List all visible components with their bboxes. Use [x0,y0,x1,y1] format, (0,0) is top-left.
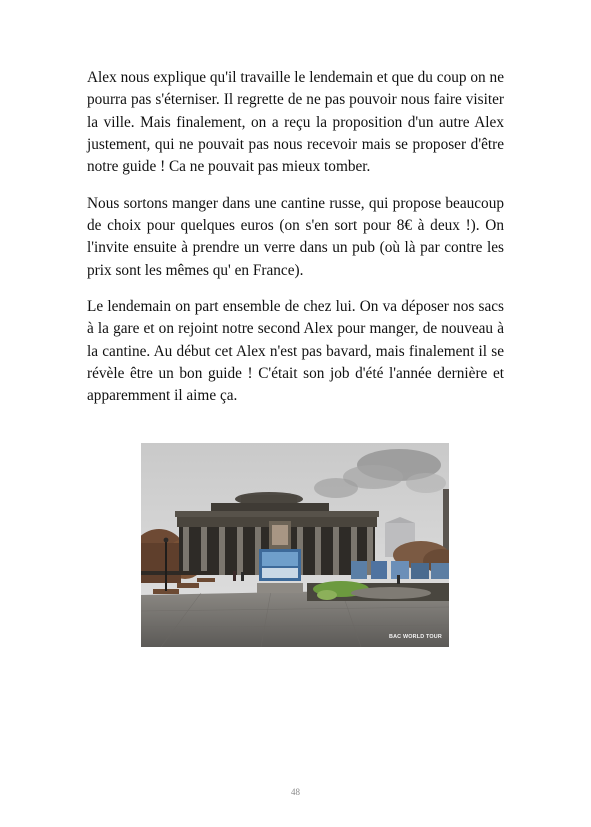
paragraph-2: Nous sortons manger dans une cantine russe, qui propose beaucoup de choix pour quelques euros (on s'en sort pour 8€ à deux !). On l'invite ensuite à prendre un verre dans un pub (où là par contre les prix sont les mêmes qu' en France). [87,194,504,279]
photo-illustration [141,443,449,647]
paragraph-1: Alex nous explique qu'il travaille le lendemain et que du coup on ne pourra pas s'éterniser. Il regrette de ne pas pouvoir nous faire visiter la ville. Mais finalement, on a reçu la proposition d'un autre Alex justement, qui ne pouvait pas nous recevoir mais se proposer d'être notre guide ! Ca ne pouvait pas mieux tomber. [87,69,504,176]
theater-photo [141,443,449,647]
photo-watermark: BAC WORLD TOUR [388,634,442,640]
paragraph-3: Le lendemain on part ensemble de chez lui. On va déposer nos sacs à la gare et on rejoint notre second Alex pour manger, de nouveau à la cantine. Au début cet Alex n'est pas bavard, mais finalement il se révèle être un bon guide ! C'était son job d'été l'année dernière et apparemment il aime ça. [87,298,504,405]
body-text [87,67,504,422]
page-number: 48 [291,787,300,797]
